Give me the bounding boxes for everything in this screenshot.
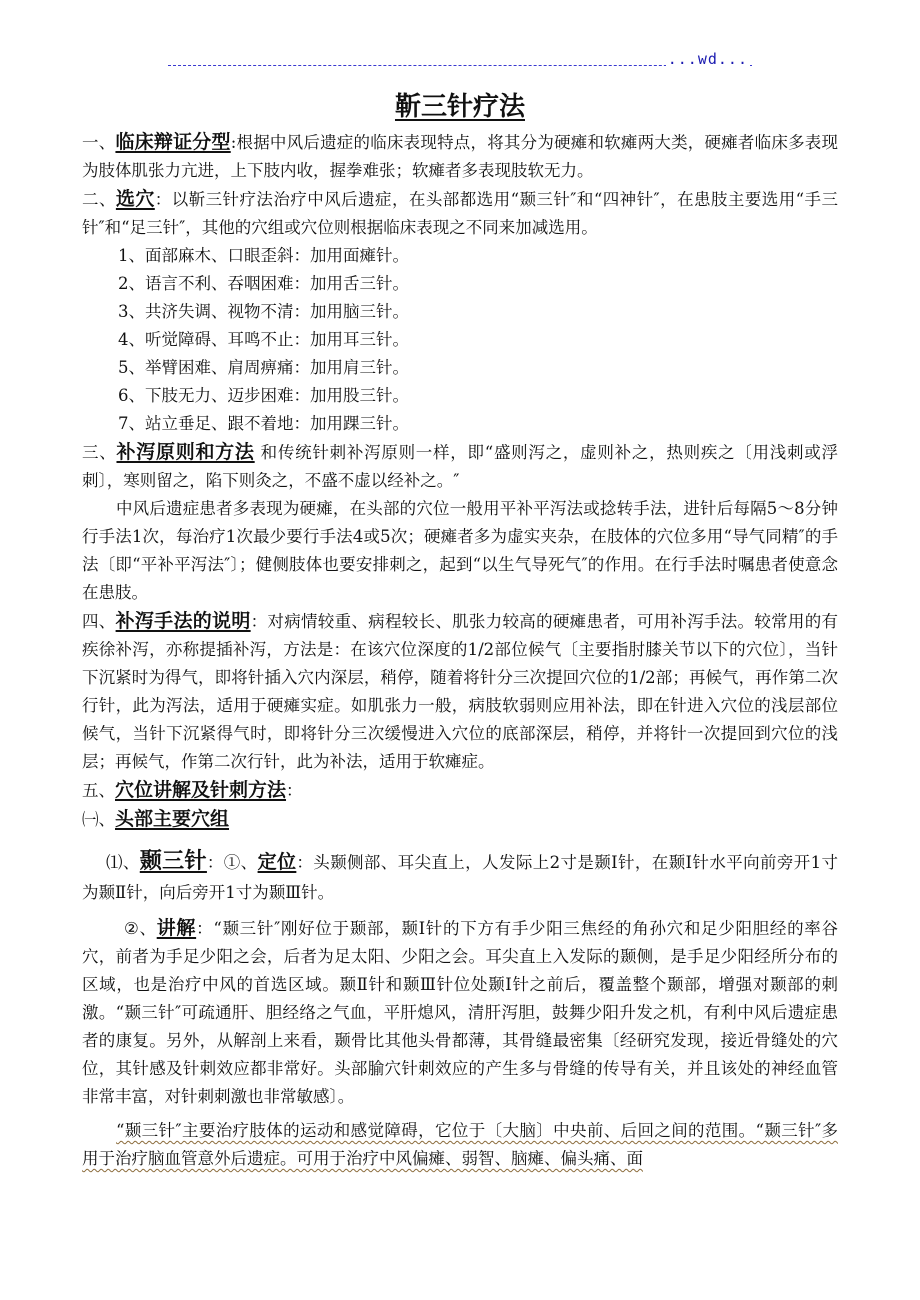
subsection-prefix: ㈠、 [82, 810, 115, 829]
section-5-suffix: ： [286, 781, 303, 800]
subsection-heading: 头部主要穴组 [115, 808, 230, 830]
location-text: ：头颞侧部、耳尖直上，人发际上2寸是颞Ⅰ针，在颞Ⅰ针水平向前旁开1寸为颞Ⅱ针，向后旁开1寸为颞Ⅲ针。 [82, 853, 838, 902]
section-5-heading: 穴位讲解及针刺方法 [115, 779, 287, 801]
list-item: 2、语言不利、吞咽困难：加用舌三针。 [118, 274, 409, 293]
subsection-head-points [82, 805, 838, 834]
section-5-prefix: 五、 [82, 781, 115, 800]
section-1-prefix: 一、 [82, 133, 116, 152]
section-1 [82, 128, 838, 185]
document-title [0, 86, 920, 123]
temporal-three-needles-location [82, 846, 838, 908]
list-item: 4、听觉障碍、耳鸣不止：加用耳三针。 [118, 330, 409, 349]
section-1-text: :根据中风后遗症的临床表现特点，将其分为硬瘫和软瘫两大类，硬瘫者临床多表现为肢体肌张力亢进，上下肢内收，握拳难张；软瘫者多表现肢软无力。 [82, 133, 839, 180]
item-heading: 颞三针 [139, 848, 207, 874]
section-3 [82, 438, 838, 495]
indications-text: “颞三针″主要治疗肢体的运动和感觉障碍，它位于〔大脑〕中央前、后回之间的范围。“颞三针″多用于治疗脑血管意外后遗症。可用于治疗中风偏瘫、弱智、脑瘫、偏头痛、面 [82, 1121, 838, 1168]
temporal-three-needles-indications [82, 1117, 838, 1173]
location-label: 定位 [257, 851, 297, 873]
item-mid: ：①、 [206, 853, 258, 872]
temporal-three-needles-explanation [82, 914, 838, 1111]
section-3-text: 和传统针刺补泻原则一样，即“盛则泻之，虚则补之，热则疾之〔用浅刺或浮刺〕，寒则留之，陷下则灸之，不盛不虚以经补之。″ [82, 443, 838, 490]
list-item: 3、共济失调、视物不清：加用脑三针。 [118, 302, 409, 321]
section-2-prefix: 二、 [82, 190, 116, 209]
list-item: 7、站立垂足、跟不着地：加用踝三针。 [118, 414, 409, 433]
page-header [168, 50, 752, 70]
section-5 [82, 776, 838, 805]
section-2-heading: 选穴 [115, 188, 155, 210]
explanation-prefix: ②、 [124, 919, 157, 938]
section-3-paragraph: 中风后遗症患者多表现为硬瘫，在头部的穴位一般用平补平泻法或捻转手法，进针后每隔5～8分钟行手法1次，每治疗1次最少要行手法4或5次；硬瘫者多为虚实夹杂，在肢体的穴位多用“导气同精″的手法〔即“平补平泻法″〕；健侧肢体也要安排刺之，起到“以生气导死气″的作用。在行手法时嘱患者使意念在患肢。 [82, 499, 838, 602]
section-3-prefix: 三、 [82, 443, 117, 462]
spacer [82, 834, 838, 846]
list-item: 6、下肢无力、迈步困难：加用股三针。 [118, 386, 409, 405]
section-1-heading: 临床辩证分型 [115, 131, 231, 153]
section-4-prefix: 四、 [82, 612, 116, 631]
section-4-heading: 补泻手法的说明 [115, 610, 251, 632]
header-text: ...wd... [667, 50, 748, 68]
section-2 [82, 185, 838, 242]
section-2-text: ：以靳三针疗法治疗中风后遗症，在头部都选用“颞三针″和“四神针″，在患肢主要选用“手三针″和“足三针″，其他的穴组或穴位则根据临床表现之不同来加减选用。 [82, 190, 838, 237]
section-3-heading: 补泻原则和方法 [116, 441, 255, 463]
title-text: 靳三针疗法 [394, 92, 525, 122]
item-prefix: ⑴、 [106, 853, 140, 872]
section-4 [82, 607, 838, 776]
list-item: 5、举臂困难、肩周痹痛：加用肩三针。 [118, 358, 409, 377]
explanation-text: ：“颞三针″刚好位于颞部，颞Ⅰ针的下方有手少阳三焦经的角孙穴和足少阳胆经的率谷穴，前者为手足少阳之会，后者为足太阳、少阳之会。耳尖直上入发际的颞侧，是手足少阳经所分布的区域，也是治疗中风的首选区域。颞Ⅱ针和颞Ⅲ针位处颞Ⅰ针之前后，覆盖整个颞部，增强对颞部的刺激。“颞三针″可疏通肝、胆经络之气血，平肝熄风，清肝泻胆，鼓舞少阳升发之机，有利中风后遗症患者的康复。另外，从解剖上来看，颞骨比其他头骨都薄，其骨缝最密集〔经研究发现，接近骨缝处的穴位，其针感及针刺效应都非常好。头部腧穴针刺效应的产生多与骨缝的传导有关，并且该处的神经血管非常丰富，对针刺刺激也非常敏感〕。 [82, 919, 838, 1106]
section-4-text: ：对病情较重、病程较长、肌张力较高的硬瘫患者，可用补泻手法。较常用的有疾徐补泻，亦称提插补泻，方法是：在该穴位深度的1/2部位候气〔主要指肘膝关节以下的穴位〕，当针下沉紧时为得气，即将针插入穴内深层，稍停，随着将针分三次提回穴位的1/2部；再候气，再作第二次行针，此为泻法，适用于硬瘫实症。如肌张力一般，病肢软弱则应用补法，即在针进入穴位的浅层部位候气，当针下沉紧得气时，即将针分三次缓慢进入穴位的底部深层，稍停，并将针一次提回到穴位的浅层；再候气，作第二次行针，此为补法，适用于软瘫症。 [82, 612, 839, 771]
explanation-label: 讲解 [156, 917, 197, 939]
list-item: 1、面部麻木、口眼歪斜：加用面瘫针。 [118, 246, 409, 265]
header-dashed-line [168, 65, 752, 66]
document-body [82, 128, 838, 1173]
